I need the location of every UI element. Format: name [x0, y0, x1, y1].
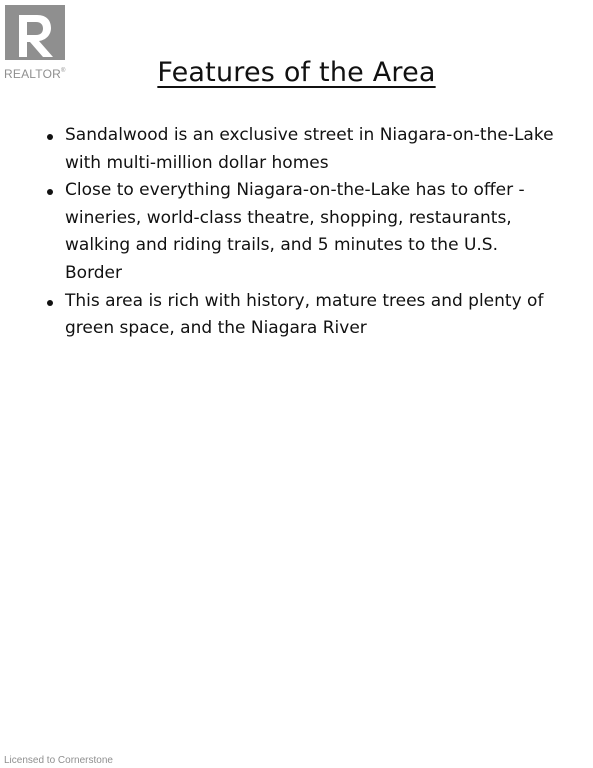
list-item [38, 122, 558, 177]
list-item-text: Sandalwood is an exclusive street in Niagara-on-the-Lake with multi-million dollar homes [65, 125, 554, 173]
realtor-r-icon [5, 5, 65, 65]
page-title: Features of the Area [157, 57, 436, 88]
list-item [38, 177, 558, 287]
bullet-icon [47, 300, 53, 306]
list-item-text: Close to everything Niagara-on-the-Lake has to offer - wineries, world-class theatre, shopping, restaurants, walking and riding trails, and 5 minutes to the U.S. Border [65, 180, 525, 283]
list-item [38, 288, 558, 343]
realtor-wordmark: REALTOR® [4, 67, 66, 81]
features-list [38, 122, 558, 343]
license-footer: Licensed to Cornerstone [4, 755, 113, 766]
bullet-icon [47, 134, 53, 140]
list-item-text: This area is rich with history, mature trees and plenty of green space, and the Niagara River [65, 290, 544, 339]
bullet-icon [47, 189, 53, 195]
